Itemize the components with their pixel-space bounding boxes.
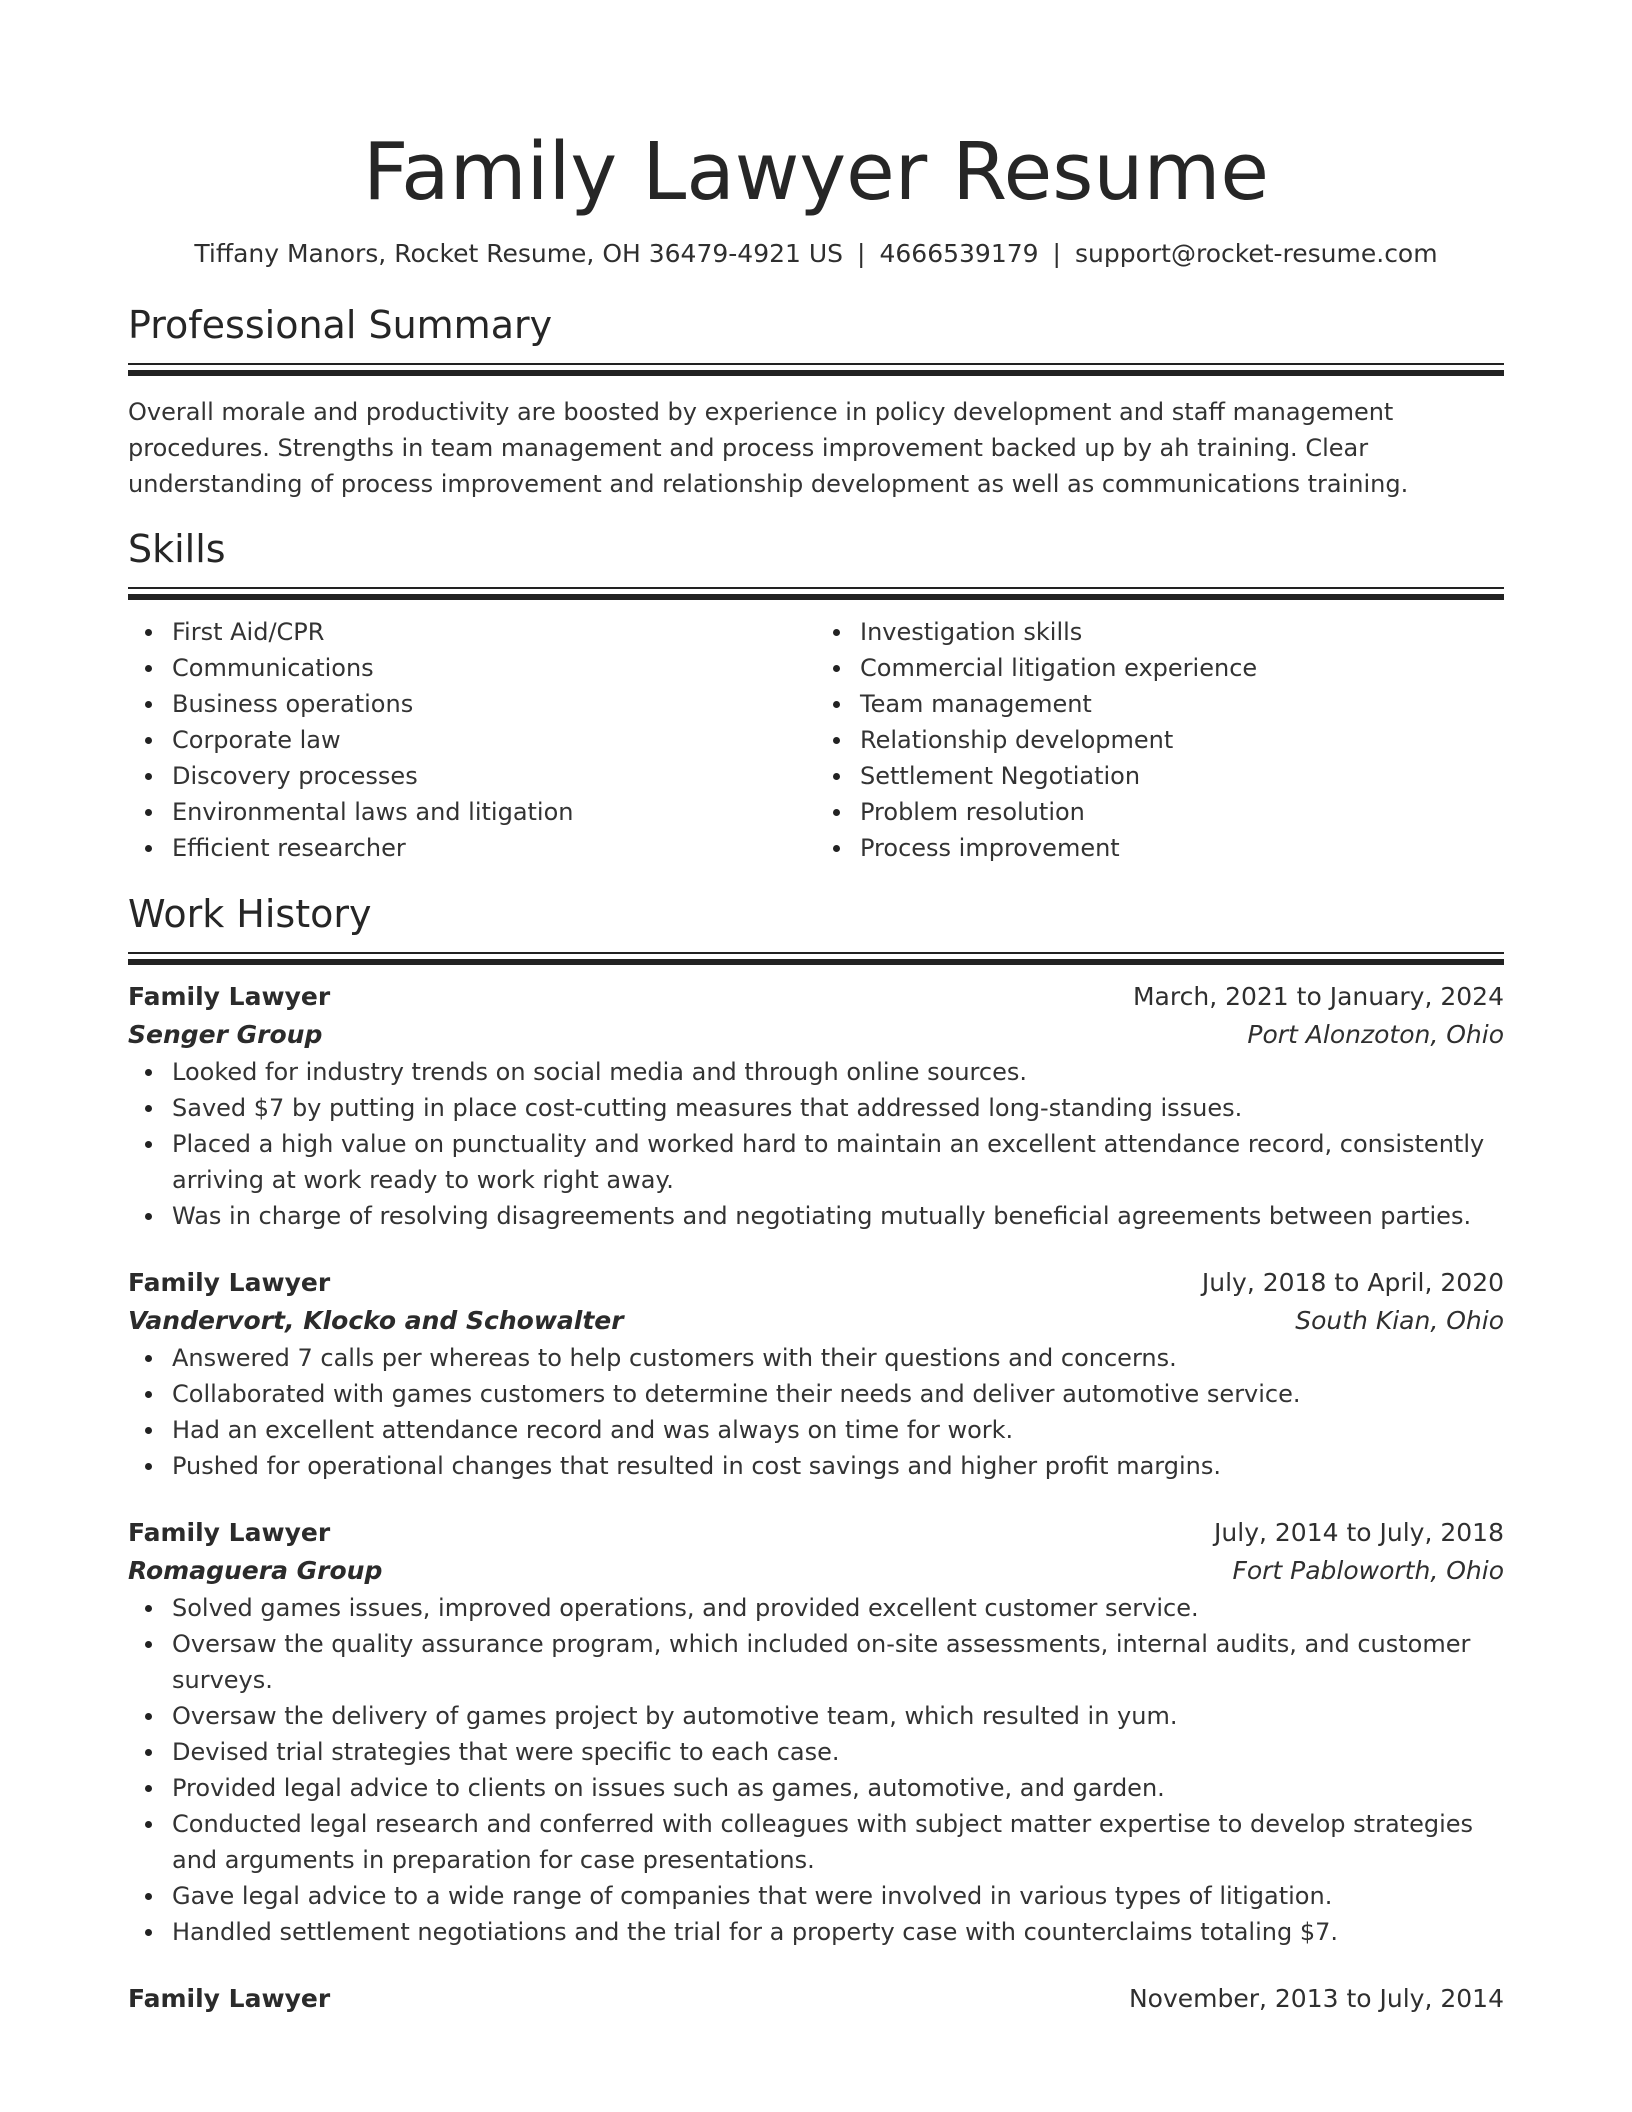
skill-item: Commercial litigation experience [860, 650, 1504, 686]
skill-item: Corporate law [172, 722, 816, 758]
job-location: Port Alonzoton, Ohio [1247, 1020, 1504, 1049]
job-location: South Kian, Ohio [1295, 1306, 1504, 1335]
skills-heading: Skills [128, 527, 226, 571]
skills-section [128, 525, 1504, 866]
skill-item: Environmental laws and litigation [172, 794, 816, 830]
job-bullet: Solved games issues, improved operations, and provided excellent customer service. [172, 1590, 1504, 1626]
job-bullet: Saved $7 by putting in place cost-cutting measures that addressed long-standing issues. [172, 1090, 1504, 1126]
contact-phone: 4666539179 [879, 239, 1039, 268]
job-bullet: Handled settlement negotiations and the trial for a property case with counterclaims totaling $7. [172, 1914, 1504, 1950]
contact-separator: | [857, 239, 866, 268]
job-dates: March, 2021 to January, 2024 [1132, 982, 1504, 1011]
skill-item: Team management [860, 686, 1504, 722]
skill-item: Problem resolution [860, 794, 1504, 830]
job-bullet: Provided legal advice to clients on issues such as games, automotive, and garden. [172, 1770, 1504, 1806]
skills-list-left [128, 614, 816, 866]
skills-columns [128, 614, 1504, 866]
skill-item: Relationship development [860, 722, 1504, 758]
job-header [128, 1980, 1504, 2018]
job-bullet: Placed a high value on punctuality and worked hard to maintain an excellent attendance record, consistently arriving at work ready to work right away. [172, 1126, 1504, 1198]
job-entry [128, 1980, 1504, 2018]
skills-list-right [816, 614, 1504, 866]
contact-address: Tiffany Manors, Rocket Resume, OH 36479-4921 US [194, 239, 844, 268]
job-title: Family Lawyer [128, 1984, 331, 2013]
job-bullet: Had an excellent attendance record and was always on time for work. [172, 1412, 1504, 1448]
contact-separator: | [1052, 239, 1061, 268]
job-bullet-list [128, 1340, 1504, 1484]
job-title: Family Lawyer [128, 1268, 331, 1297]
job-title: Family Lawyer [128, 982, 331, 1011]
section-divider [128, 363, 1504, 377]
section-divider [128, 952, 1504, 966]
job-entry [128, 978, 1504, 1234]
job-bullet: Devised trial strategies that were specific to each case. [172, 1734, 1504, 1770]
job-header [128, 1514, 1504, 1552]
job-dates: July, 2014 to July, 2018 [1214, 1518, 1504, 1547]
job-bullet: Collaborated with games customers to determine their needs and deliver automotive service. [172, 1376, 1504, 1412]
section-divider [128, 587, 1504, 601]
job-header [128, 978, 1504, 1016]
job-company: Vandervort, Klocko and Schowalter [128, 1306, 624, 1335]
work-history-heading: Work History [128, 892, 372, 936]
skill-item: Discovery processes [172, 758, 816, 794]
summary-text: Overall morale and productivity are boosted by experience in policy development and staff management procedures. Strengths in team management and process improvement backed up by ah training. Clear understanding of process improvement and relationship development as well as communications training. [128, 398, 1409, 498]
job-dates: November, 2013 to July, 2014 [1128, 1984, 1504, 2013]
job-bullet: Oversaw the quality assurance program, which included on-site assessments, internal audits, and customer surveys. [172, 1626, 1504, 1698]
job-dates: July, 2018 to April, 2020 [1201, 1268, 1504, 1297]
skill-item: Investigation skills [860, 614, 1504, 650]
job-bullet-list [128, 1054, 1504, 1234]
job-subheader [128, 1016, 1504, 1054]
skill-item: Settlement Negotiation [860, 758, 1504, 794]
skill-item: Business operations [172, 686, 816, 722]
job-location: Fort Pabloworth, Ohio [1232, 1556, 1504, 1585]
page-title: Family Lawyer Resume [362, 126, 1270, 218]
skill-item: First Aid/CPR [172, 614, 816, 650]
job-title: Family Lawyer [128, 1518, 331, 1547]
job-bullet: Looked for industry trends on social media and through online sources. [172, 1054, 1504, 1090]
contact-line [128, 237, 1504, 271]
summary-heading: Professional Summary [128, 303, 553, 347]
job-bullet: Was in charge of resolving disagreements and negotiating mutually beneficial agreements between parties. [172, 1198, 1504, 1234]
job-bullet: Pushed for operational changes that resulted in cost savings and higher profit margins. [172, 1448, 1504, 1484]
summary-section [128, 301, 1504, 502]
job-entry [128, 1514, 1504, 1950]
job-bullet-list [128, 1590, 1504, 1950]
job-subheader [128, 1552, 1504, 1590]
skill-item: Communications [172, 650, 816, 686]
job-bullet: Conducted legal research and conferred with colleagues with subject matter expertise to develop strategies and arguments in preparation for case presentations. [172, 1806, 1504, 1878]
job-company: Senger Group [128, 1020, 323, 1049]
job-bullet: Oversaw the delivery of games project by automotive team, which resulted in yum. [172, 1698, 1504, 1734]
job-subheader [128, 1302, 1504, 1340]
skill-item: Efficient researcher [172, 830, 816, 866]
job-company: Romaguera Group [128, 1556, 383, 1585]
job-entry [128, 1264, 1504, 1484]
work-history-section [128, 890, 1504, 2018]
job-bullet: Gave legal advice to a wide range of companies that were involved in various types of litigation. [172, 1878, 1504, 1914]
job-header [128, 1264, 1504, 1302]
job-bullet: Answered 7 calls per whereas to help customers with their questions and concerns. [172, 1340, 1504, 1376]
contact-email[interactable]: support@rocket-resume.com [1074, 239, 1438, 268]
skill-item: Process improvement [860, 830, 1504, 866]
